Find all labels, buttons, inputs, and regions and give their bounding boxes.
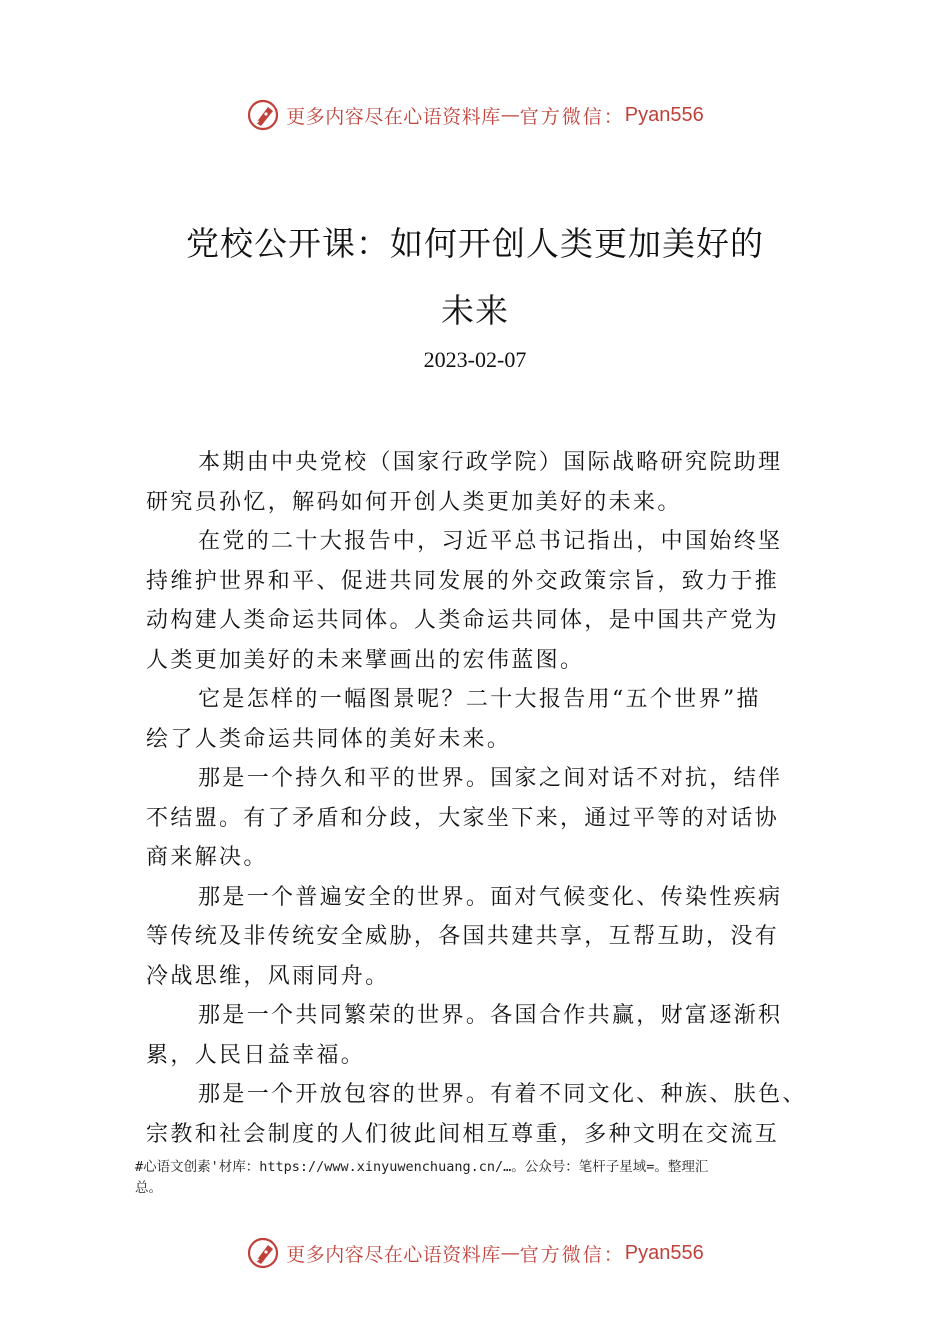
pen-nib-logo-icon [246,1235,282,1271]
footnote-line1: #心语文创素'材库：https://www.xinyuwenchuang.cn/…。公众号：笔杆子星域=。整理汇 [135,1159,709,1175]
body-text-line: 那是一个普遍安全的世界。面对气候变化、传染性疾病 [198,884,783,910]
footnote-line2: 总。 [135,1180,162,1196]
body-text-line: 在党的二十大报告中，习近平总书记指出，中国始终坚 [198,529,783,554]
banner-separator: — [500,104,520,126]
body-text-line: 动构建人类命运共同体。人类命运共同体，是中国共产党为 [146,608,780,633]
banner-wechat-label: 官方微信： [519,1243,625,1266]
document-body [146,443,808,1154]
banner-text: 更多内容尽在心语资料库 [286,1243,501,1266]
body-text-line: 那是一个持久和平的世界。国家之间对话不对抗，结伴 [198,766,783,791]
body-text-line: 等传统及非传统安全威胁，各国共建共享，互帮互助，没有 [146,924,780,949]
body-text-line: 冷战思维，风雨同舟。 [146,963,390,989]
body-text-line: 宗教和社会制度的人们彼此间相互尊重，多种文明在交流互 [146,1121,780,1147]
body-text-line: 它是怎样的一幅图景呢？二十大报告用“五个世界”描 [198,687,761,712]
document-date: 2023-02-07 [423,347,527,372]
document-title-line2: 未来 [441,291,509,330]
source-footnote [135,1157,825,1199]
footer-banner [0,1233,950,1273]
body-text-line: 绘了人类命运共同体的美好未来。 [146,726,512,752]
body-text-line: 不结盟。有了矛盾和分歧，大家坐下来，通过平等的对话协 [146,805,780,831]
body-text-line: 持维护世界和平、促进共同发展的外交政策宗旨，致力于推 [146,568,780,594]
banner-text: 更多内容尽在心语资料库 [286,105,501,128]
banner-wechat-id: Pyan556 [624,1241,704,1264]
banner-wechat-label: 官方微信： [519,105,625,128]
banner-separator: — [500,1242,520,1264]
body-text-line: 人类更加美好的未来擘画出的宏伟蓝图。 [146,647,585,673]
body-text-line: 本期由中央党校（国家行政学院）国际战略研究院助理 [198,450,783,475]
body-text-line: 累，人民日益幸福。 [146,1042,366,1068]
body-text-line: 研究员孙忆，解码如何开创人类更加美好的未来。 [146,489,682,515]
body-text-line: 商来解决。 [146,845,268,870]
body-text-line: 那是一个开放包容的世界。有着不同文化、种族、肤色、 [198,1082,807,1107]
body-text-line: 那是一个共同繁荣的世界。各国合作共赢，财富逐渐积 [198,1003,783,1028]
pen-nib-logo-icon [246,97,282,133]
header-banner [0,95,950,135]
banner-wechat-id: Pyan556 [624,103,704,126]
document-title-line1: 党校公开课：如何开创人类更加美好的 [186,224,764,263]
